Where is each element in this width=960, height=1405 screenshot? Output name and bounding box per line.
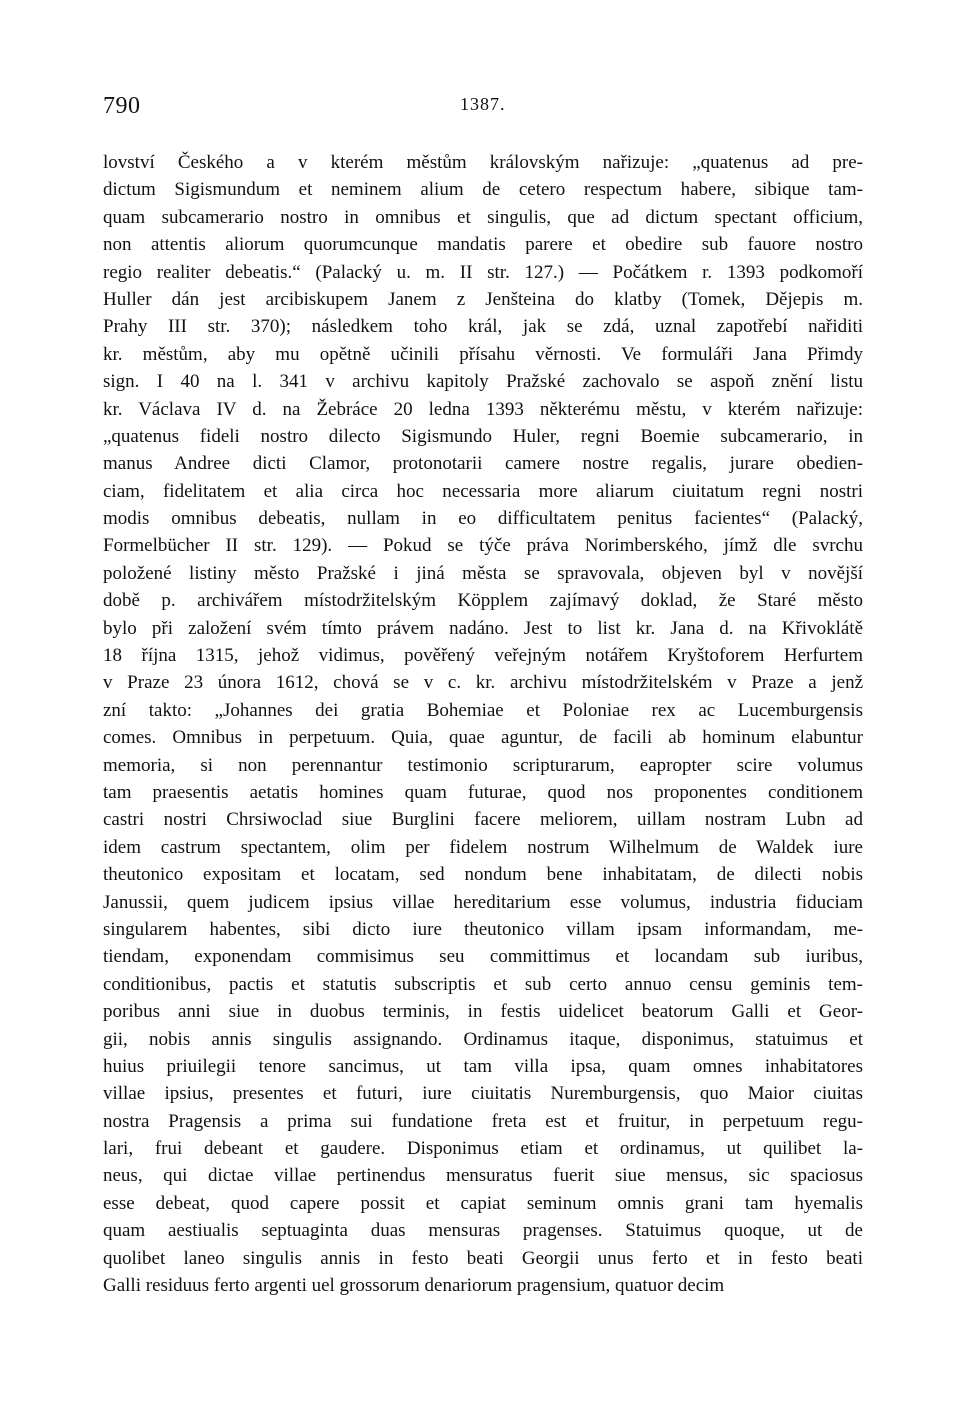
- text-line: tam praesentis aetatis homines quam futurae, quod nos proponentes conditionem: [103, 781, 863, 803]
- body-text: [103, 149, 863, 1299]
- text-line: sign. I 40 na l. 341 v archivu kapitoly Pražské zachovalo se aspoň znění listu: [103, 371, 863, 393]
- text-line: bylo při založení svém tímto právem nadáno. Jest to list kr. Jana d. na Křivoklátě: [103, 617, 863, 639]
- text-line: položené listiny město Pražské i jiná města se spravovala, objeven byl v novější: [103, 562, 863, 584]
- text-line: kr. Václava IV d. na Žebráce 20 ledna 1393 některému městu, v kterém nařizuje:: [103, 398, 863, 420]
- text-line: nostra Pragensis a prima sui fundatione freta est et fruitur, in perpetuum regu-: [103, 1110, 863, 1132]
- text-line: conditionibus, pactis et statutis subscriptis et sub certo annuo censu geminis tem-: [103, 973, 863, 995]
- text-line: castri nostri Chrsiwoclad siue Burglini facere meliorem, uillam nostram Lubn ad: [103, 809, 863, 831]
- running-header-year: 1387.: [460, 94, 506, 114]
- text-line: huius priuilegii tenore sancimus, ut tam villa ipsa, quam omnes inhabitatores: [103, 1055, 863, 1077]
- text-line: gii, nobis annis singulis assignando. Ordinamus itaque, disponimus, statuimus et: [103, 1028, 863, 1050]
- text-line: esse debeat, quod capere possit et capiat seminum omnis grani tam hyemalis: [103, 1192, 863, 1214]
- page-number: 790: [103, 93, 141, 119]
- text-line: Prahy III str. 370); následkem toho král, jak se zdá, uznal zapotřebí nařiditi: [103, 316, 863, 338]
- text-line: kr. městům, aby mu opětně učinili přísahu věrnosti. Ve formuláři Jana Přimdy: [103, 343, 863, 365]
- text-line: ciam, fidelitatem et alia circa hoc necessaria more aliarum ciuitatum regni nostri: [103, 480, 863, 502]
- text-line: Huller dán jest arcibiskupem Janem z Jenšteina do klatby (Tomek, Dějepis m.: [103, 288, 863, 310]
- text-line: singularem habentes, sibi dicto iure theutonico villam ipsam informandam, me-: [103, 918, 863, 940]
- text-line: regio realiter debeatis.“ (Palacký u. m. II str. 127.) — Počátkem r. 1393 podkomoří: [103, 261, 863, 283]
- text-line: v Praze 23 února 1612, chová se v c. kr. archivu místodržitelském v Praze a jenž: [103, 672, 863, 694]
- text-line: quolibet laneo singulis annis in festo beati Georgii unus ferto et in festo beati: [103, 1247, 863, 1269]
- text-line: Formelbücher II str. 129). — Pokud se týče práva Norimberského, jímž dle svrchu: [103, 535, 863, 557]
- text-line: Janussii, quem judicem ipsius villae hereditarium esse volumus, industria fiduciam: [103, 891, 863, 913]
- text-line: comes. Omnibus in perpetuum. Quia, quae aguntur, de facili ab hominum elabuntur: [103, 727, 863, 749]
- text-line: lari, frui debeant et gaudere. Disponimus etiam et ordinamus, ut quilibet la-: [103, 1138, 863, 1160]
- text-line: theutonico expositam et locatam, sed nondum bene inhabitatam, de dilecti nobis: [103, 864, 863, 886]
- text-line: quam subcamerario nostro in omnibus et singulis, que ad dictum spectant officium,: [103, 206, 863, 228]
- text-line: lovství Českého a v kterém městům královským nařizuje: „quatenus ad pre-: [103, 152, 863, 173]
- text-line: memoria, si non perennantur testimonio scripturarum, eapropter scire volumus: [103, 754, 863, 776]
- text-line: tiendam, exponendam commisimus seu committimus et locandam sub iuribus,: [103, 946, 863, 968]
- text-line: manus Andree dicti Clamor, protonotarii camere nostre regalis, jurare obedien-: [103, 453, 863, 475]
- text-line: zní takto: „Johannes dei gratia Bohemiae et Poloniae rex ac Lucemburgensis: [103, 699, 863, 721]
- text-line: poribus anni siue in duobus terminis, in festis uidelicet beatorum Galli et Geor-: [103, 1001, 863, 1023]
- text-line: Galli residuus ferto argenti uel grossorum denariorum pragensium, quatuor decim: [103, 1275, 725, 1297]
- text-line: modis omnibus debeatis, nullam in eo difficultatem penitus facientes“ (Palacký,: [103, 508, 863, 530]
- text-line: „quatenus fideli nostro dilecto Sigismundo Huler, regni Boemie subcamerario, in: [103, 425, 863, 447]
- text-line: neus, qui dictae villae pertinendus mensuratus fuerit siue mensus, sic spaciosus: [103, 1165, 863, 1187]
- text-line: villae ipsius, presentes et futuri, iure ciuitatis Nuremburgensis, quo Maior ciuitas: [103, 1083, 863, 1105]
- text-line: době p. archivářem místodržitelským Köpplem zajímavý doklad, že Staré město: [103, 590, 863, 612]
- text-line: quam aestiualis septuaginta duas mensuras pragenses. Statuimus quoque, ut de: [103, 1220, 863, 1242]
- text-line: idem castrum spectantem, olim per fidelem nostrum Wilhelmum de Waldek iure: [103, 836, 863, 858]
- text-line: 18 října 1315, jehož vidimus, pověřený veřejným notářem Kryštoforem Herfurtem: [103, 645, 863, 667]
- text-line: non attentis aliorum quorumcunque mandatis parere et obedire sub fauore nostro: [103, 234, 863, 256]
- text-line: dictum Sigismundum et neminem alium de cetero respectum habere, sibique tam-: [103, 179, 863, 201]
